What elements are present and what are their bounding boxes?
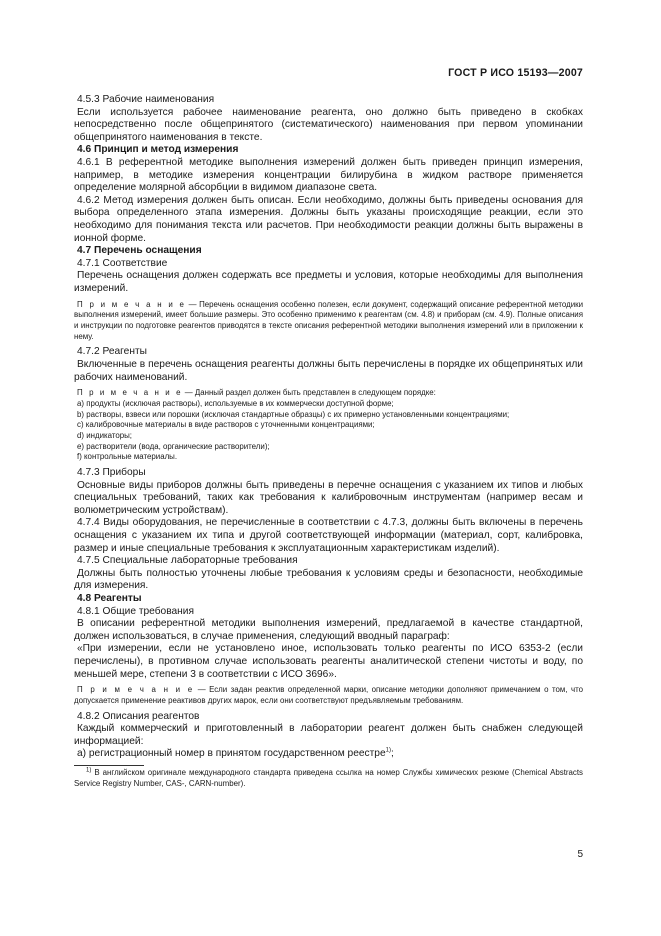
note-2-item: c) калибровочные материалы в виде растворов с уточненными концентрациями; bbox=[77, 420, 375, 430]
note-1-text: — Перечень оснащения особенно полезен, если документ, содержащий описание референтной методики выполнения измерений, имеет большие размеры. Это особенно применимо к реагентам (см. 4.8) и приборам (см. 4.9). Полные описания и инструкции по подготовке реагентов приводятся в тексте описания референтной методики выполнения измерений или в приложении к нему. bbox=[74, 299, 583, 341]
section-4-6-2-text: 4.6.2 Метод измерения должен быть описан. Если необходимо, должны быть приведены основания для выбора определенного этапа измерения. Должны быть указаны происходящие реакции, если это необходимо для понимания текста или расчетов. При необходимости реакции должны быть выражены в ионной форме. bbox=[74, 194, 583, 244]
section-4-8-1-text: В описании референтной методики выполнения измерений, предлагаемой в качестве стандартной, должен использоваться, в случае применения, следующий вводный параграф: bbox=[74, 618, 583, 642]
section-4-6-title: 4.6 Принцип и метод измерения bbox=[77, 144, 239, 156]
note-2-item: e) растворители (вода, органические растворители); bbox=[77, 441, 270, 451]
section-4-7-title: 4.7 Перечень оснащения bbox=[77, 245, 202, 257]
note-3 bbox=[74, 685, 583, 706]
footnote-mark: 1) bbox=[86, 767, 92, 774]
section-4-7-3-text: Основные виды приборов должны быть приведены в перечне оснащения с указанием их типов и любых специальных требований, таких как требования к калибровочным инструментам (например весам и волюметрическим устройствам). bbox=[74, 479, 583, 516]
footnote-ref: 1) bbox=[385, 747, 391, 754]
note-2-item: f) контрольные материалы. bbox=[77, 452, 178, 462]
document-header: ГОСТ Р ИСО 15193—2007 bbox=[448, 67, 583, 79]
section-4-7-5-title: 4.7.5 Специальные лабораторные требования bbox=[77, 555, 298, 567]
section-4-7-1-title: 4.7.1 Соответствие bbox=[77, 257, 168, 269]
note-3-label: П р и м е ч а н и е bbox=[77, 685, 195, 695]
note-2 bbox=[74, 388, 583, 399]
note-2-item: a) продукты (исключая растворы), используемые в их коммерчески доступной форме; bbox=[77, 398, 394, 408]
section-4-8-2-item-a: a) регистрационный номер в принятом государственном реестре$^{1)}$; bbox=[77, 747, 394, 760]
footnote bbox=[74, 768, 583, 789]
section-4-5-3-title: 4.5.3 Рабочие наименования bbox=[77, 94, 215, 105]
note-2-item: b) растворы, взвеси или порошки (исключая стандартные образцы) с их примерно установленными концентрациями; bbox=[77, 409, 510, 419]
section-4-8-1-quote: «При измерении, если не установлено иное, использовать только реагенты по ИСО 6353-2 (если перечислены), в противном случае использовать реагенты аналитической степени чистоты и воду, по меньшей мере, степени 3 в соответствии с ИСО 3696». bbox=[74, 643, 583, 680]
section-4-5-3-text: Если используется рабочее наименование реагента, оно должно быть приведено в скобках непосредственно после общепринятого (систематического) наименования при первом упоминании общепринятого наименования в тексте. bbox=[74, 106, 583, 143]
section-4-7-4-text: 4.7.4 Виды оборудования, не перечисленные в соответствии с 4.7.3, должны быть включены в перечень оснащения с указанием их типа и другой соответствующей информации (материал, сорт, калибровка, размер и иные специальные требования к эксплуатационным характеристикам изделий). bbox=[74, 517, 583, 554]
section-4-7-2-text: Включенные в перечень оснащения реагенты должны быть перечислены в порядке их общепринятых или рабочих наименований. bbox=[74, 358, 583, 383]
section-4-8-1-title: 4.8.1 Общие требования bbox=[77, 605, 194, 617]
note-2-text: — Данный раздел должен быть представлен в следующем порядке: bbox=[182, 388, 436, 398]
note-2-item: d) индикаторы; bbox=[77, 430, 132, 440]
section-4-7-2-title: 4.7.2 Реагенты bbox=[77, 346, 147, 358]
section-4-8-2-title: 4.8.2 Описания реагентов bbox=[77, 710, 200, 722]
section-4-7-3-title: 4.7.3 Приборы bbox=[77, 467, 146, 479]
section-4-8-title: 4.8 Реагенты bbox=[77, 592, 142, 604]
section-4-8-2-text: Каждый коммерческий и приготовленный в лаборатории реагент должен быть снабжен следующей информацией: bbox=[74, 723, 583, 747]
footnote-text: В английском оригинале международного стандарта приведена ссылка на номер Службы химических резюме (Chemical Abstracts Service Registry Number, CAS-, CARN-number). bbox=[74, 767, 583, 788]
note-3-text: — Если задан реактив определенной марки, описание методики дополняют примечанием о том, что допускается применение реактивов других марок, если они соответствуют предъявляемым требованиям. bbox=[74, 685, 583, 705]
note-1-label: П р и м е ч а н и е bbox=[77, 299, 187, 309]
note-2-label: П р и м е ч а н и е bbox=[77, 388, 183, 398]
section-4-7-1-text: Перечень оснащения должен содержать все предметы и условия, которые необходимы для выполнения измерений. bbox=[74, 270, 583, 294]
page-number: 5 bbox=[577, 849, 583, 860]
section-4-6-1-text: 4.6.1 В референтной методике выполнения измерений должен быть приведен принцип измерения, например, в методике измерения концентрации билирубина в жидком растворе применяется определение молярной абсорбции в видимом диапазоне света. bbox=[74, 156, 583, 194]
section-4-7-5-text: Должны быть полностью уточнены любые требования к условиям среды и безопасности, необходимые для измерения. bbox=[74, 567, 583, 592]
footnote-divider bbox=[74, 765, 144, 766]
page-content bbox=[74, 94, 583, 789]
note-1 bbox=[74, 300, 583, 343]
